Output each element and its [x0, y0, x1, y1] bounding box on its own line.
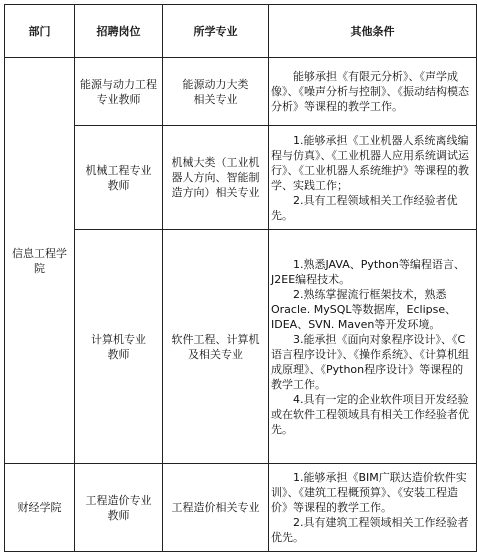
major-line: 造方向）相关专业	[171, 186, 260, 199]
position-line: 工程造价专业	[85, 493, 152, 507]
condition-item: 1.熟悉JAVA、Python等编程语言、J2EE编程技术。	[271, 257, 465, 286]
condition-item: 2.熟练掌握流行框架技术，熟悉Oracle. MySQL等数据库，Eclipse、IDEA、SVN. Maven等开发环境。	[271, 287, 457, 331]
major-line: 软件工程、计算机	[171, 332, 260, 346]
dept-name: 信息工程学院	[12, 246, 67, 275]
position-cell	[75, 230, 163, 464]
position-cell	[75, 464, 163, 552]
position-line: 计算机专业	[91, 332, 146, 346]
condition-item: 2.具有建筑工程领域相关工作经验者优先。	[271, 516, 469, 544]
major-line: 相关专业	[193, 92, 238, 106]
major-line: 及相关专业	[188, 347, 243, 361]
major-cell	[163, 126, 269, 230]
position-cell	[75, 58, 163, 126]
condition-item: 1.能够承担《BIM广联达造价软件实训》、《建筑工程概预算》、《安装工程造价》等课程的教学工作。	[271, 471, 467, 514]
major-line: 能源动力大类	[182, 77, 249, 91]
major-cell	[163, 464, 269, 552]
position-line: 教师	[107, 508, 130, 522]
dept-cell	[5, 464, 75, 552]
header-dept: 部门	[5, 5, 75, 58]
header-position: 招聘岗位	[75, 5, 163, 58]
table-row	[5, 126, 477, 230]
position-line: 教师	[107, 178, 130, 192]
major-line: 器人方向、智能制	[171, 171, 260, 184]
position-line: 能源与动力工程	[80, 77, 157, 91]
position-line: 教师	[107, 347, 130, 361]
position-line: 机械工程专业	[85, 163, 152, 177]
conditions-cell	[269, 126, 477, 230]
major-cell	[163, 58, 269, 126]
conditions-cell	[269, 230, 477, 464]
header-row	[5, 5, 477, 58]
table-row	[5, 464, 477, 552]
header-major: 所学专业	[163, 5, 269, 58]
conditions-cell	[269, 58, 477, 126]
condition-item: 2.具有工程领域相关工作经验者优先。	[271, 193, 458, 222]
header-conditions: 其他条件	[269, 5, 477, 58]
recruitment-table	[4, 4, 477, 552]
dept-name: 财经学院	[17, 501, 62, 514]
table-row	[5, 230, 477, 464]
major-cell	[163, 230, 269, 464]
dept-cell	[5, 58, 75, 464]
position-line: 专业教师	[96, 92, 141, 106]
condition-item: 4.具有一定的企业软件项目开发经验或在软件工程领域具有相关工作经验者优先。	[271, 392, 469, 436]
major-line: 工程造价相关专业	[171, 501, 260, 514]
conditions-cell	[269, 464, 477, 552]
position-cell	[75, 126, 163, 230]
condition-item: 3.能承担《面向对象程序设计》、《C语言程序设计》、《操作系统》、《计算机组成原理》、《Python程序设计》等课程的教学工作。	[271, 332, 469, 391]
major-line: 机械大类（工业机	[171, 156, 260, 169]
table-row	[5, 58, 477, 126]
condition-item: 1.能够承担《工业机器人系统离线编程与仿真》、《工业机器人应用系统调试运行》、《工业机器人系统维护》等课程的教学、实践工作；	[271, 133, 469, 192]
condition-item: 能够承担《有限元分析》、《声学成像》、《噪声分析与控制》、《振动结构模态分析》等课程的教学工作。	[271, 70, 469, 113]
